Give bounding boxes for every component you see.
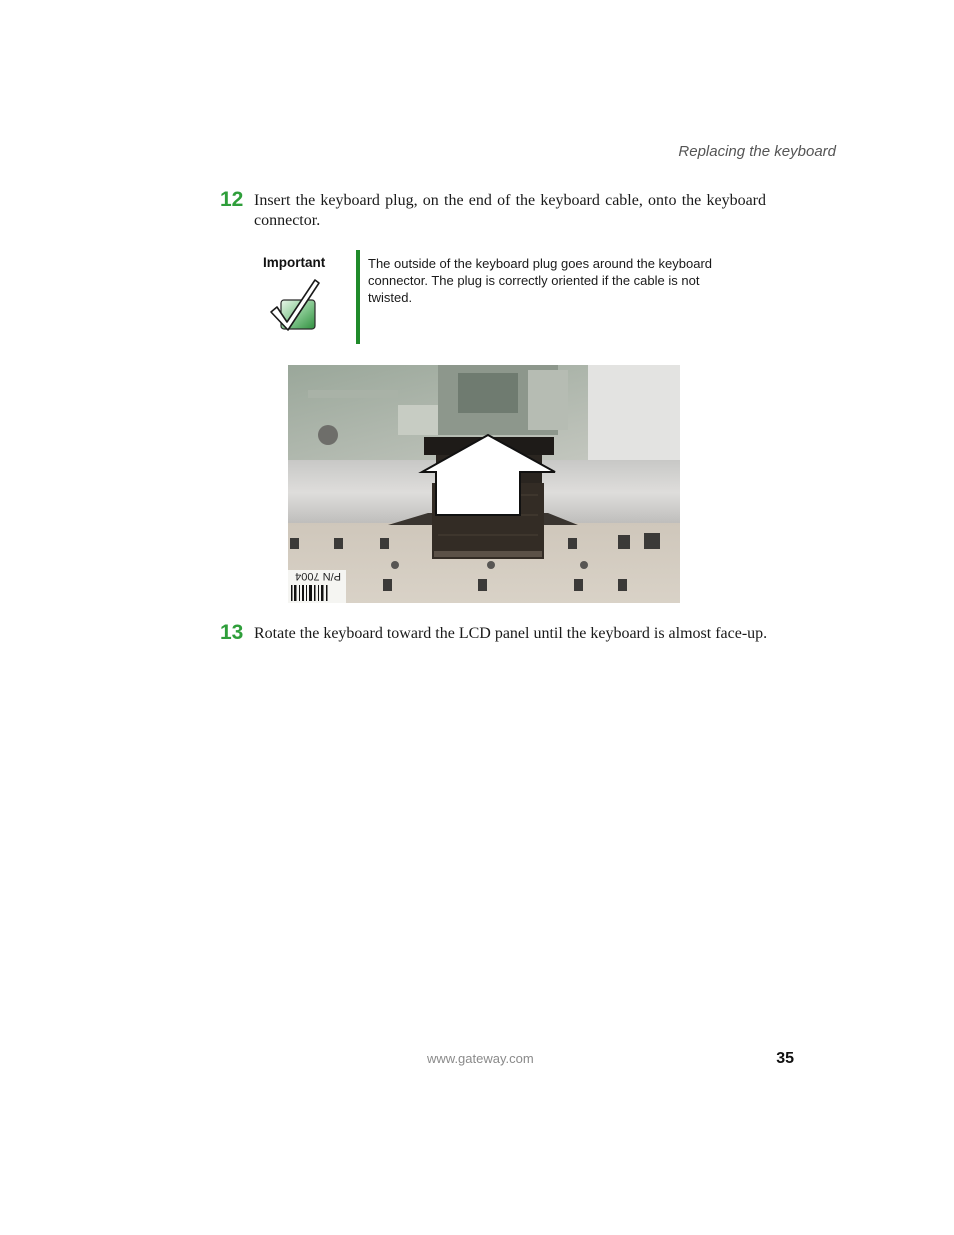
checkmark-icon [269, 278, 321, 332]
important-divider [356, 250, 360, 344]
step-number-13: 13 [220, 621, 244, 644]
step-number-12: 12 [220, 188, 244, 211]
important-text: The outside of the keyboard plug goes around the keyboard connector. The plug is correctly oriented if the cable is not twisted. [368, 256, 713, 305]
step-text-13: Rotate the keyboard toward the LCD panel until the keyboard is almost face-up. [254, 625, 768, 642]
important-label: Important [263, 255, 326, 270]
photo-part-label: P/N 7004 [295, 570, 341, 582]
page-number: 35 [776, 1050, 794, 1067]
footer-url: www.gateway.com [427, 1051, 534, 1066]
keyboard-connector-photo [288, 365, 680, 603]
step-text-12: Insert the keyboard plug, on the end of the keyboard cable, onto the keyboard connector. [254, 192, 766, 229]
running-header: Replacing the keyboard [678, 143, 836, 160]
